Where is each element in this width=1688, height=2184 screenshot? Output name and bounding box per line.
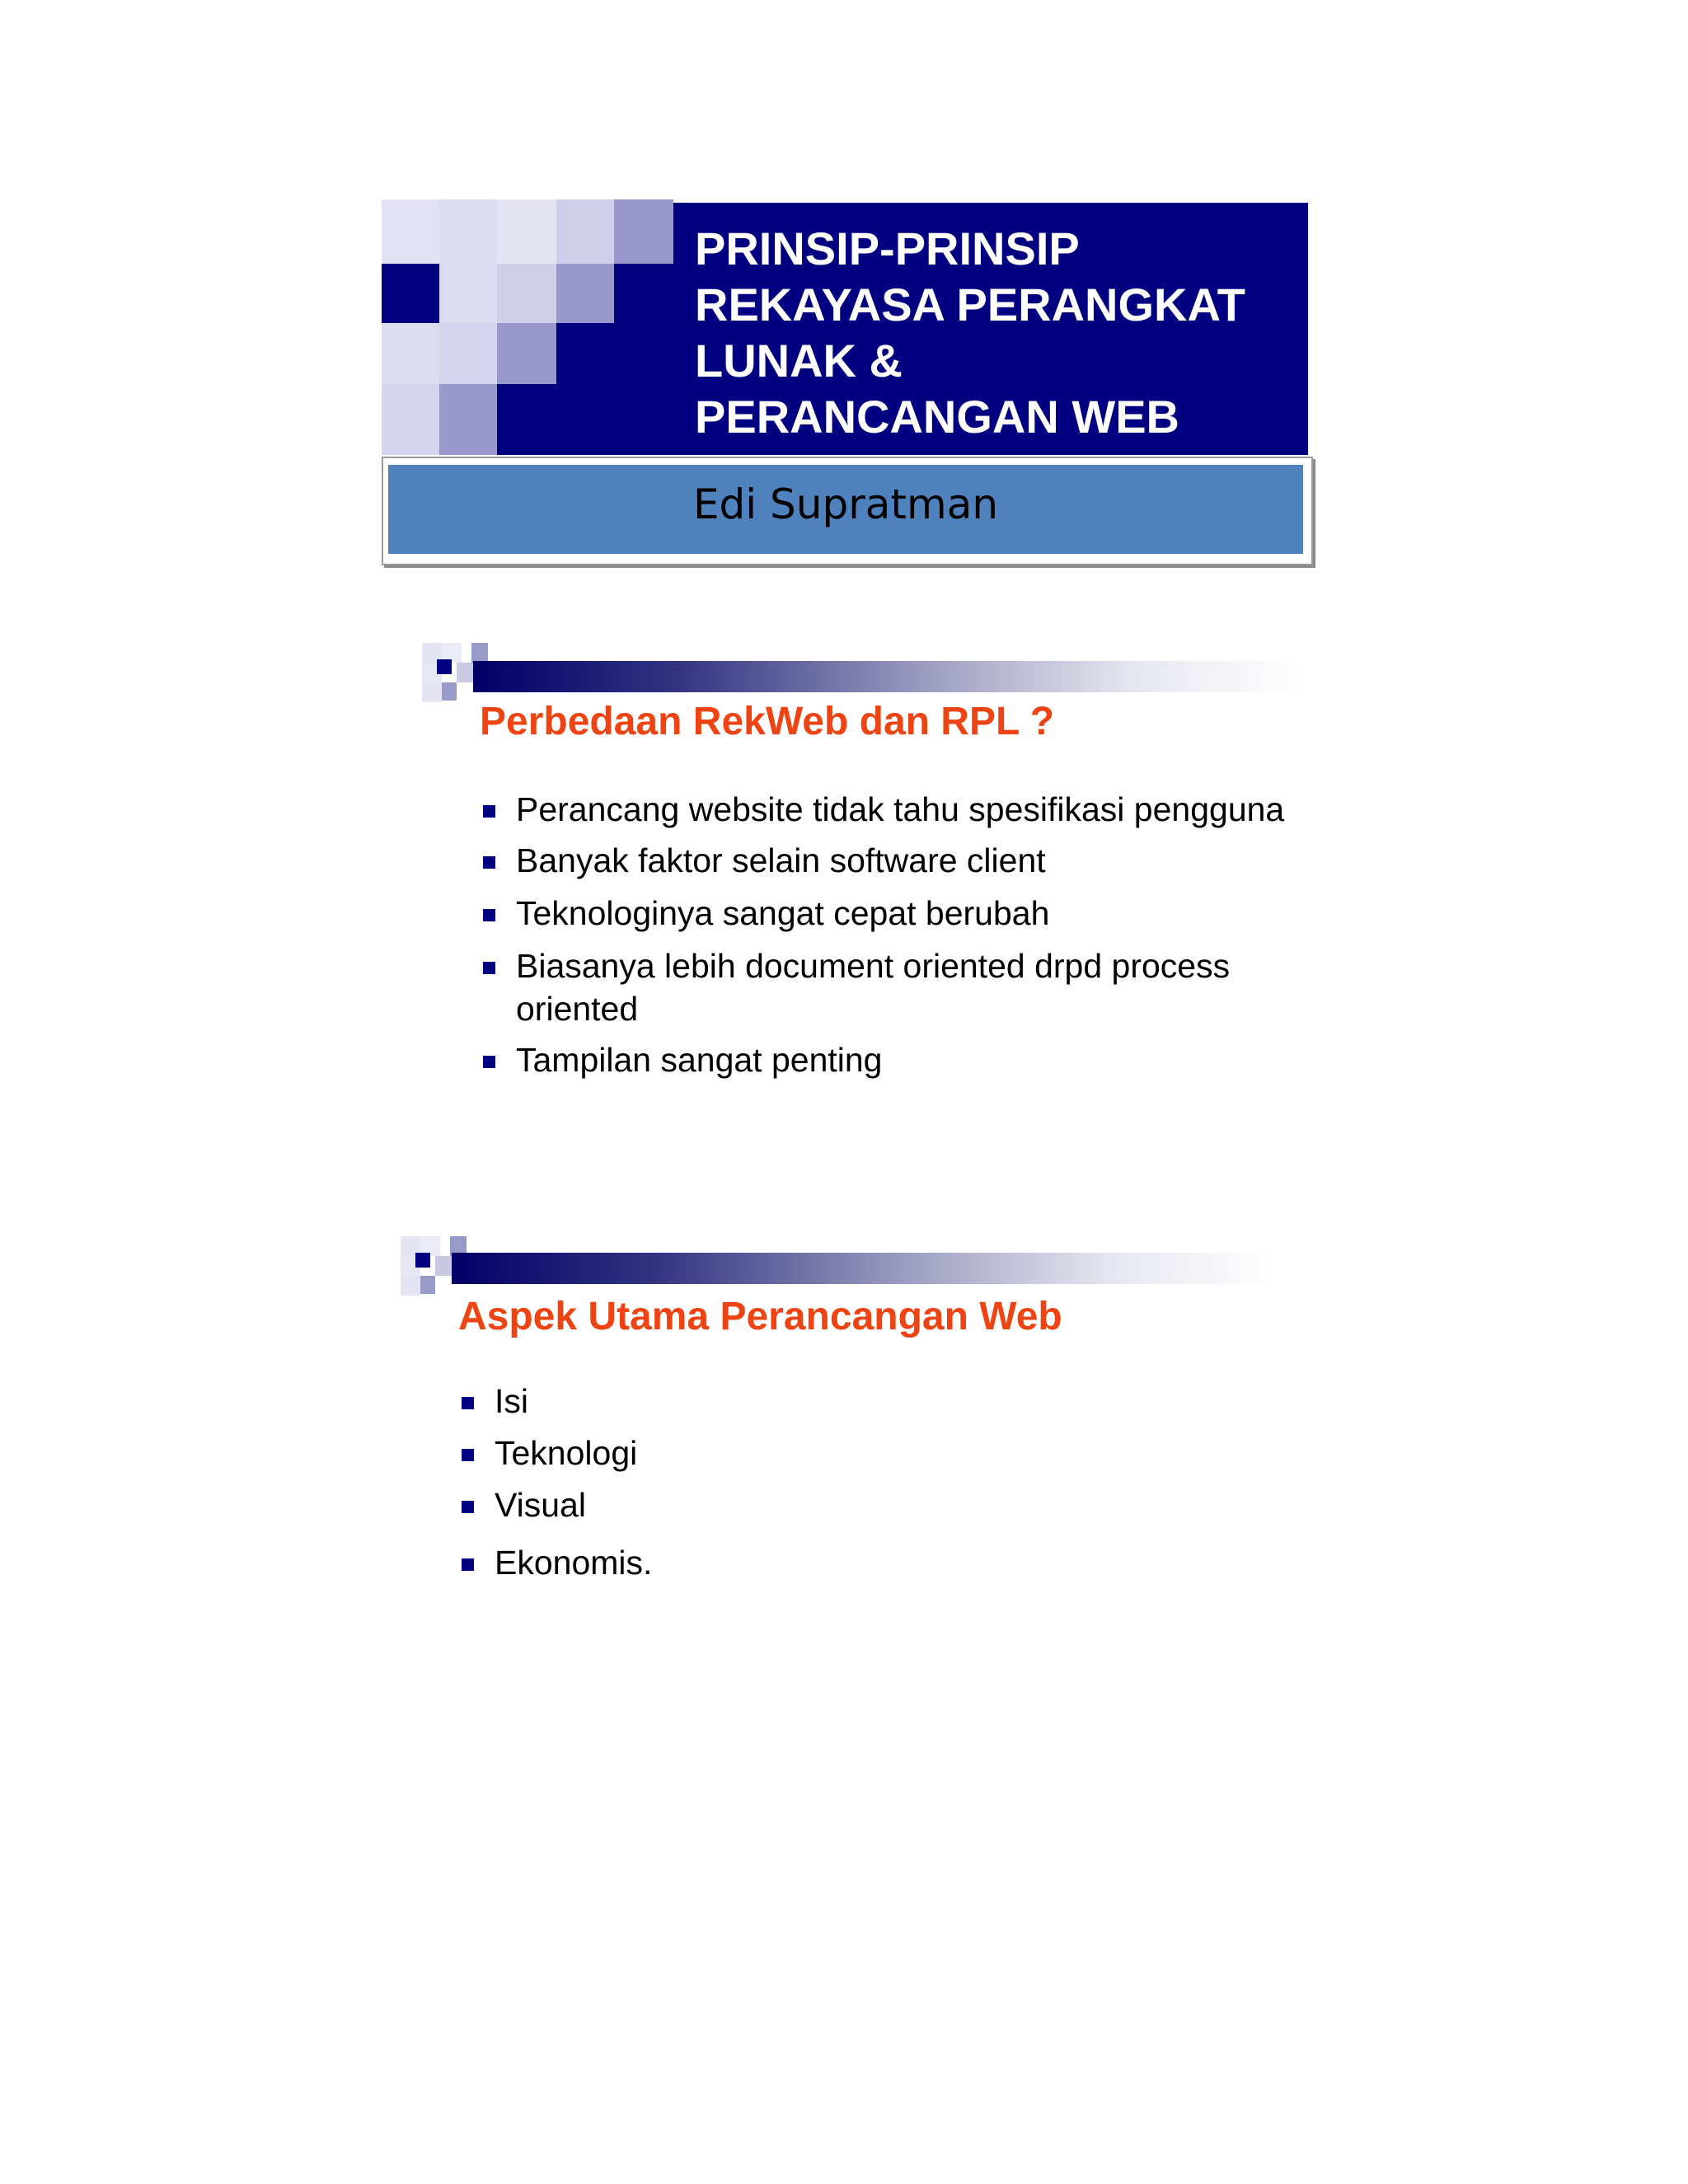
slide-main-aspects bbox=[401, 1236, 1291, 1615]
bullet-square-icon bbox=[483, 856, 495, 869]
slide-title bbox=[695, 221, 1305, 445]
list-item-text: Teknologinya sangat cepat berubah bbox=[516, 894, 1050, 932]
bullet-square-icon bbox=[483, 805, 495, 818]
list-item bbox=[483, 1038, 1291, 1081]
bullet-square-icon bbox=[462, 1501, 474, 1513]
list-item-text: Banyak faktor selain software client bbox=[516, 841, 1046, 879]
list-item bbox=[483, 892, 1291, 935]
bullet-list bbox=[483, 788, 1291, 1081]
slide-heading: Aspek Utama Perancangan Web bbox=[458, 1295, 1062, 1338]
list-item-text: Visual bbox=[495, 1486, 586, 1524]
list-item bbox=[462, 1380, 1203, 1422]
bullet-square-icon bbox=[462, 1558, 474, 1571]
title-line: REKAYASA PERANGKAT bbox=[695, 279, 1245, 330]
bullet-square-icon bbox=[483, 909, 495, 921]
list-item-text: Ekonomis. bbox=[495, 1544, 653, 1582]
title-line: PERANCANGAN WEB bbox=[695, 391, 1179, 443]
title-line: LUNAK & bbox=[695, 335, 903, 387]
bullet-square-icon bbox=[462, 1397, 474, 1409]
list-item-text: Biasanya lebih document oriented drpd process oriented bbox=[516, 947, 1231, 1028]
list-item-text: Tampilan sangat penting bbox=[516, 1041, 883, 1079]
list-item bbox=[483, 944, 1291, 1030]
slide-header-bar bbox=[473, 661, 1297, 692]
list-item bbox=[462, 1541, 1203, 1584]
list-item-text: Teknologi bbox=[495, 1434, 638, 1472]
bullet-square-icon bbox=[483, 962, 495, 974]
title-slide bbox=[382, 199, 1313, 566]
title-line: PRINSIP-PRINSIP bbox=[695, 223, 1080, 274]
list-item bbox=[462, 1432, 1203, 1474]
bullet-list bbox=[462, 1380, 1203, 1584]
bullet-square-icon bbox=[462, 1449, 474, 1461]
list-item-text: Perancang website tidak tahu spesifikasi pengguna bbox=[516, 790, 1285, 828]
list-item bbox=[483, 839, 1291, 882]
bullet-square-icon bbox=[483, 1056, 495, 1068]
list-item-text: Isi bbox=[495, 1382, 528, 1420]
author-name: Edi Supratman bbox=[692, 480, 999, 528]
slide-differences bbox=[422, 643, 1296, 1137]
list-item bbox=[483, 788, 1291, 831]
list-item bbox=[462, 1483, 1203, 1526]
slide-heading: Perbedaan RekWeb dan RPL ? bbox=[480, 700, 1055, 743]
slide-header-bar bbox=[452, 1253, 1276, 1284]
subtitle-box bbox=[382, 457, 1313, 565]
subtitle-fill bbox=[388, 465, 1303, 554]
